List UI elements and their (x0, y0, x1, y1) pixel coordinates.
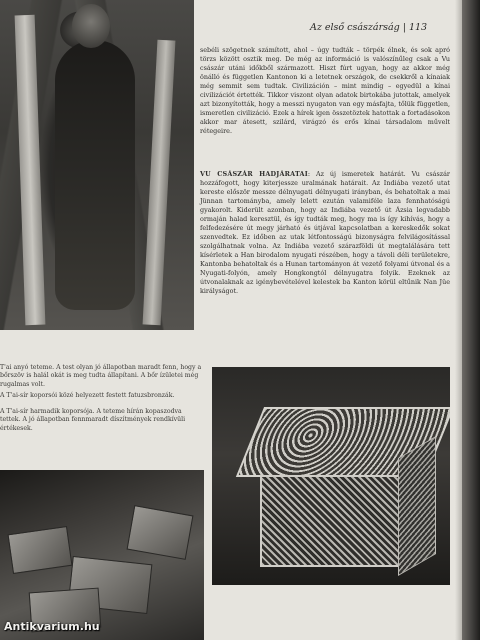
caption-coffin: A T'ai-sír harmadik koporsója. A teteme hírán kopaszodva tettek. A jó állapotban fennmaradt díszítmények rendkívüli értékesek. (0, 408, 186, 432)
page-edge (455, 0, 462, 640)
shroud-cloth (15, 15, 46, 326)
figurine-box (8, 526, 73, 574)
watermark: Antikvarium.hu (4, 620, 100, 633)
shroud-cloth-right (143, 40, 176, 326)
mummy-head (72, 4, 110, 48)
book-spine-shadow (462, 0, 480, 640)
main-text-para-2: VU CSÁSZÁR HADJÁRATAI: Az új ismeretek határát. Vu császár hozzáfogott, hogy kiterjessze uralmának határait. Az Indiába vezető utat kereste először messze délnyugati délnyugati irányban, és behatoltak a mai Jünnan tartományba, amely lelett ezután valamiféle laza fennhatóságú gyakorolt. Kiderült azonban, hogy az Indiába vezető út Ázsia legvadabb ormaján halad keresztül, és így tudták meg, hogy ma is így kihívás, hogy a felfedezésére út megy járható és útjával kapcsolatban a kereskedők sokat szenvedtek. Ez időben az utak létfontosságú bizonyságra felvilágosítással szolgálhatnak volna. Az Indiába vezető szárazföldi út megtalálására tett kísérletek a Han birodalom nyugati részében, hogy a távoli déli területekre, Kantonba behatoltak és a Hunan tartományon át vezető folyami útvonal és a Nyugati-folyón, amely Hongkongtól délnyugatra folyik. Ezeknek az útvonalaknak az igénybevételével kelestek ba Kanton körül eltűnik Nan Jüe királyságot. (200, 170, 450, 295)
main-text-para-1: sebéli szögetnek számított, ahol – úgy tudták – törpék élnek, és sok apró törzs között osztik meg. De még az információ is valószínűleg csak a Vu császár utáni időkből származott. Hiszt fúrt ugyan, hogy az akkor még önálló és független Kantonon ki a letetnek országok, de csekkről a kínaiak még semmit sem tudtak. Civilizáción – mint mindig – egyedül a kínai civilizációt értették. Tikkor viszont olyan adatok birtokába jutottak, amelyek azt bizonyították, hogy a messzi nyugaton van egy másfajta, tőlük független, ismeretlen civilizáció. Ezek a hírek igen összetöztek hatottak a fortadásokon akkor mar átesett, szilárd, virágzó és erős kínai társadalom művelt rétegeire. (200, 46, 450, 135)
running-head: Az első császárság | 113 (310, 22, 428, 33)
caption-mummy: T'ai anyó teteme. A test olyan jó állapotban maradt fenn, hogy a bőrszöv is halál okát is meg tudta állapítani. A bőr ízületei még rugalmas volt. (0, 364, 202, 388)
figurine-box (127, 505, 194, 560)
section-heading: VU CSÁSZÁR HADJÁRATAI (200, 170, 308, 178)
chest-front-panel (260, 475, 400, 567)
chest-photograph (212, 367, 450, 585)
mummy-photograph (0, 0, 194, 330)
mummy-body (55, 40, 135, 310)
figurines-photograph (0, 470, 204, 640)
caption-figurines: A T'ai-sír koporsói közé helyezett festett fatuzsbronzák. (0, 392, 175, 399)
chest-side-panel (398, 436, 436, 576)
